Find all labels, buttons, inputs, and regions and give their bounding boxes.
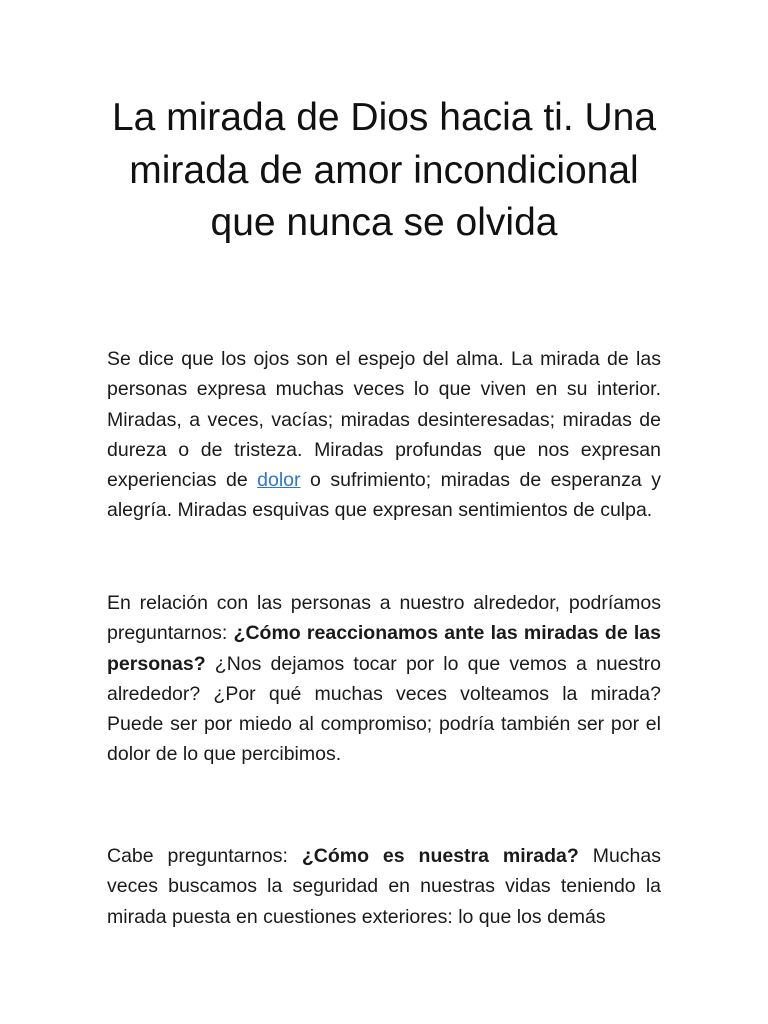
paragraph-text: Muchas veces buscamos la seguridad en nuestras vidas teniendo la mirada puesta en cuestiones exteriores: lo que los demás <box>107 845 661 928</box>
bold-question: ¿Cómo reaccionamos ante las miradas de las personas? <box>107 622 661 675</box>
paragraph-text: ¿Nos dejamos tocar por lo que vemos a nuestro alrededor? ¿Por qué muchas veces volteamos la mirada? Puede ser por miedo al compromiso; podría también ser por el dolor de lo que percibimos. <box>107 652 661 766</box>
paragraph-text: Cabe preguntarnos: <box>107 845 302 867</box>
paragraph-eyes-mirror <box>107 344 661 526</box>
paragraph-our-gaze <box>107 841 661 932</box>
paragraph-text: Se dice que los ojos son el espejo del alma. La mirada de las personas expresa muchas veces lo que viven en su interior. Miradas, a veces, vacías; miradas desinteresadas; miradas de dureza o de tristeza. Miradas profundas que nos expresan experiencias de <box>107 348 661 492</box>
bold-question: ¿Cómo es nuestra mirada? <box>301 845 579 867</box>
paragraph-text: o sufrimiento; miradas de esperanza y alegría. Miradas esquivas que expresan sentimientos de culpa. <box>107 469 661 522</box>
dolor-link[interactable]: dolor <box>257 469 301 492</box>
page-title: La mirada de Dios hacia ti. Una mirada de amor incondicional que nunca se olvida <box>111 96 657 244</box>
paragraph-text: En relación con las personas a nuestro alrededor, podríamos preguntarnos: <box>107 592 661 645</box>
paragraph-reactions <box>107 588 661 770</box>
